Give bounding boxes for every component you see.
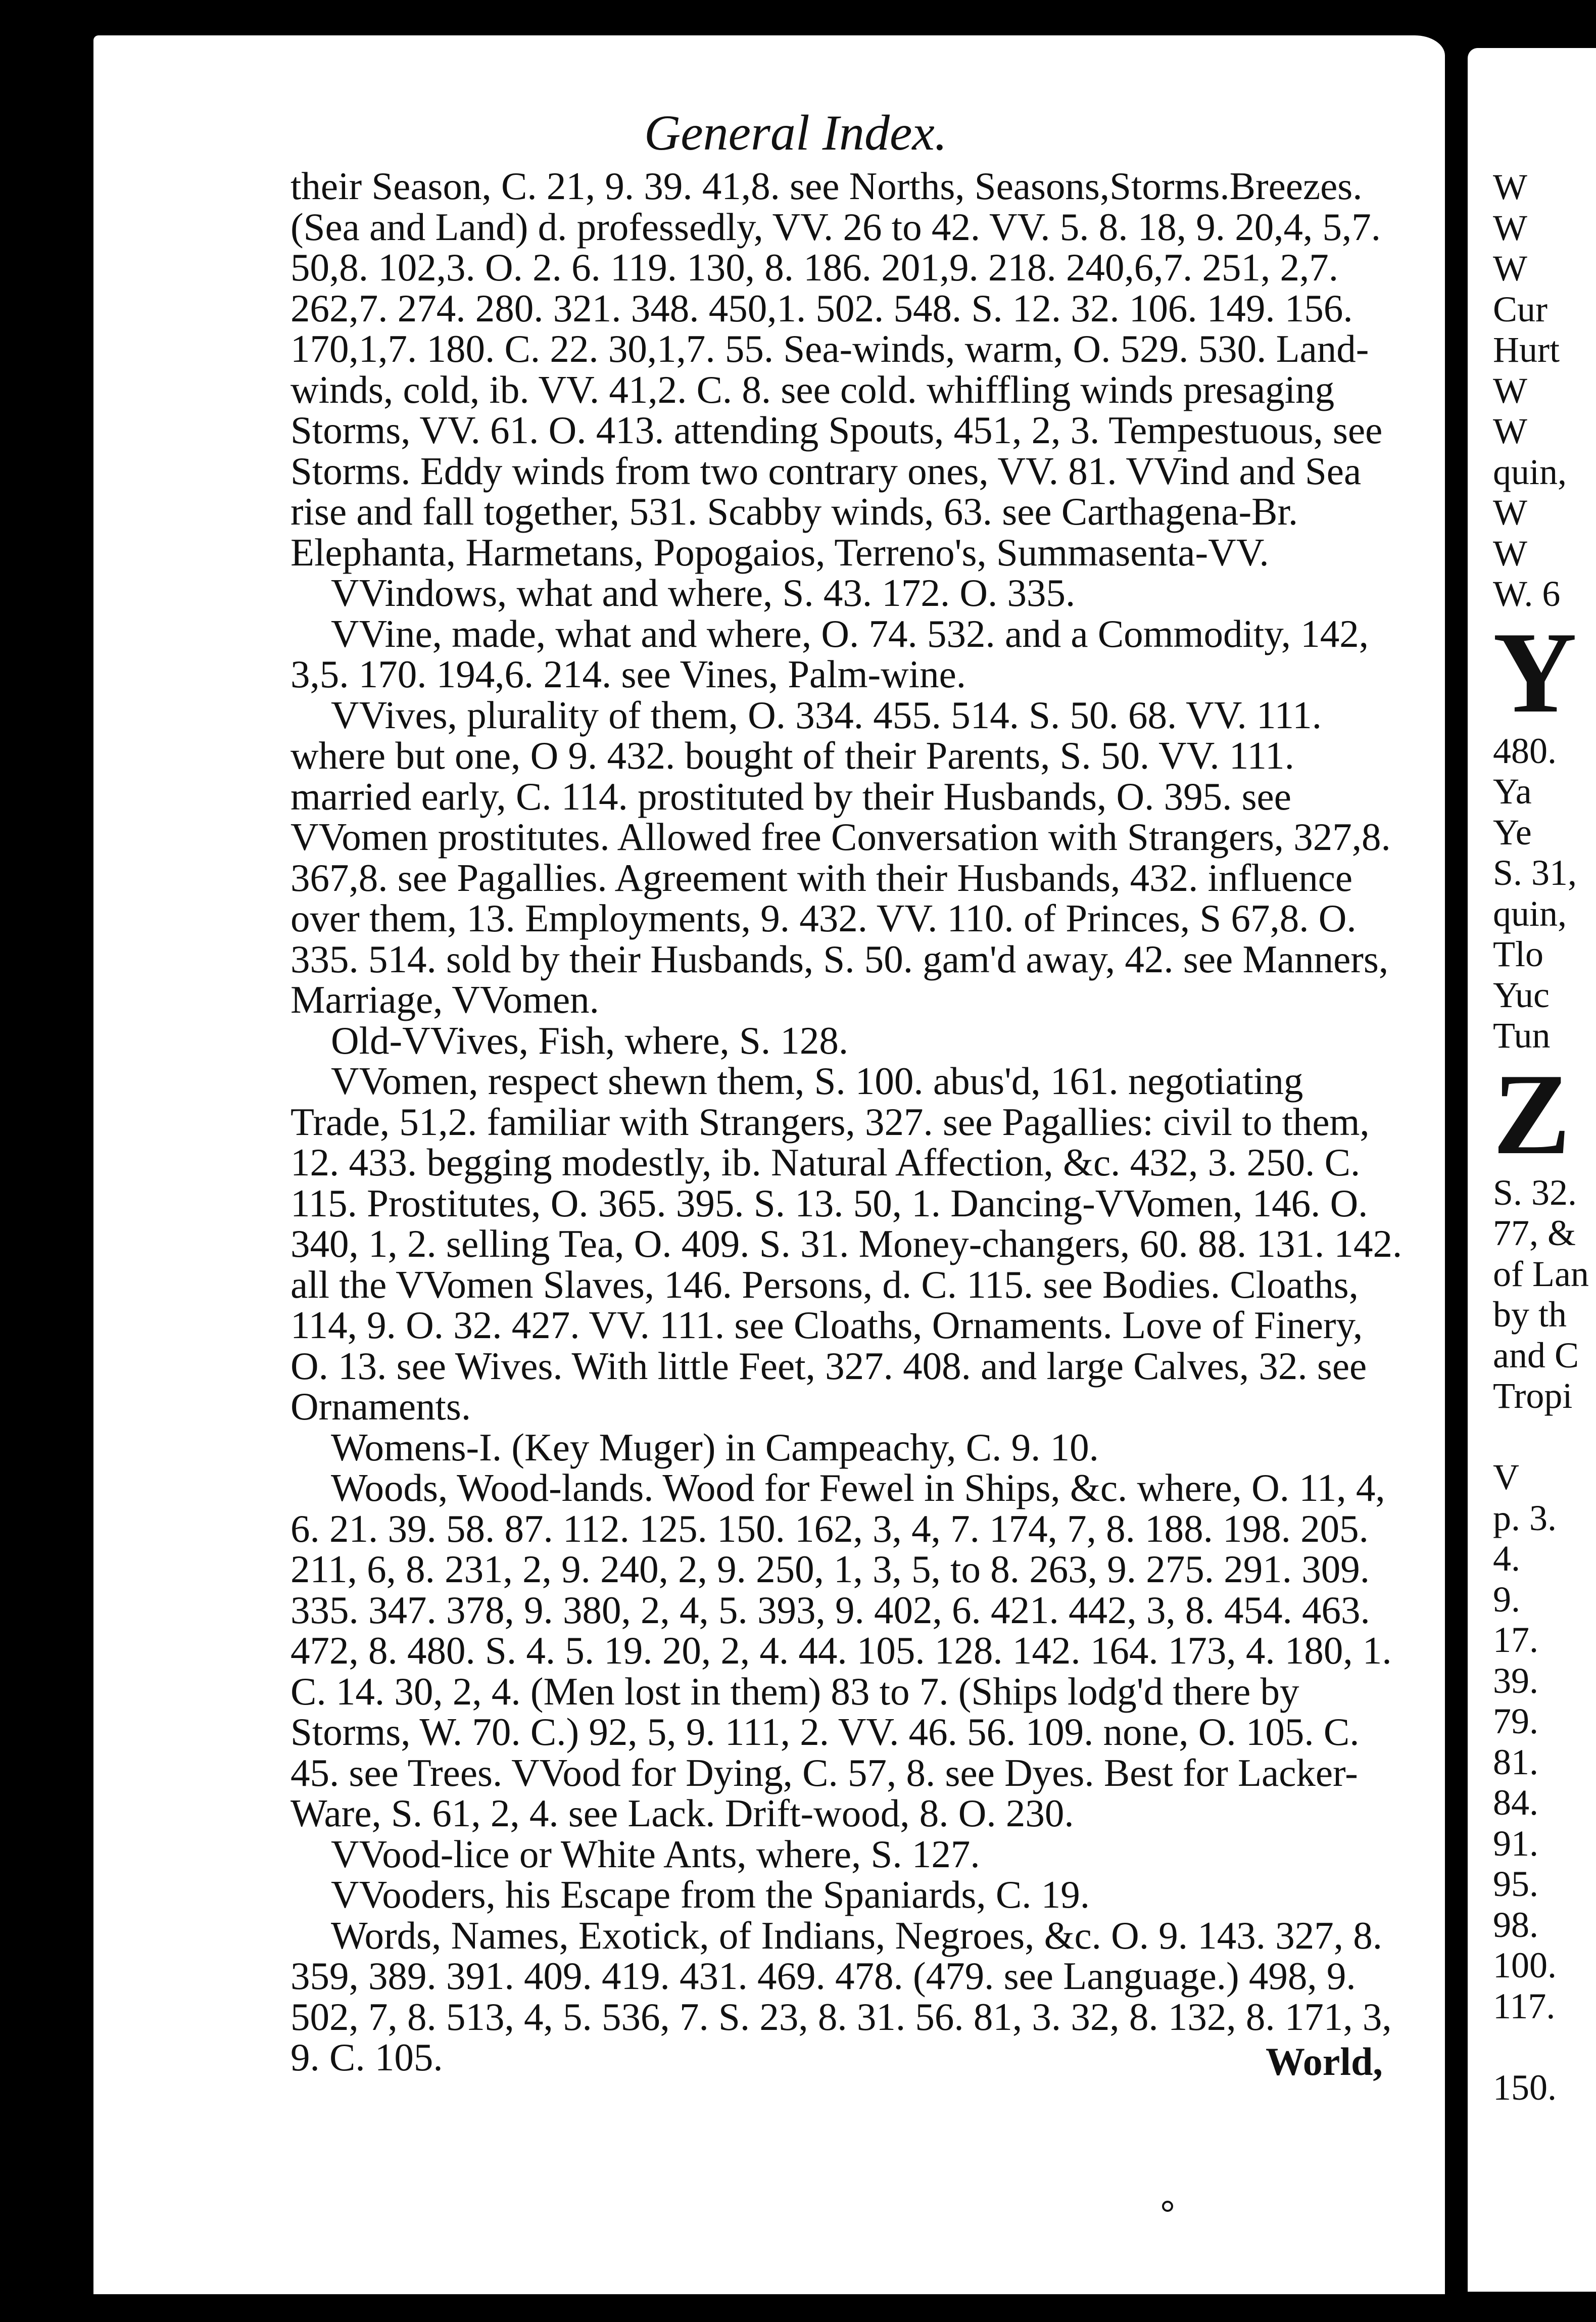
facing-page-fragment: W bbox=[1493, 411, 1527, 451]
facing-page-fragment: by th bbox=[1493, 1294, 1567, 1335]
index-entry: VVomen, respect shewn them, S. 100. abus'd, 161. negotiating Trade, 51,2. familiar with Strangers, 327. see Pagallies: civil to them, 12. 433. begging modestly, ib. Natural Affection, &c. 432, 3. 250. C. 115. Prostitutes, O. 365. 395. S. 13. 50, 1. Dancing-VVomen, 146. O. 340, 1, 2. selling Tea, O. 409. S. 31. Money-changers, 60. 88. 131. 142. all the VVomen Slaves, 146. Persons, d. C. 115. see Bodies. Cloaths, 114, 9. O. 32. 427. VV. 111. see Cloaths, Ornaments. Love of Finery, O. 13. see Wives. With little Feet, 327. 408. and large Calves, 32. see Ornaments. bbox=[291, 1059, 1402, 1428]
index-entry: their Season, C. 21, 9. 39. 41,8. see Norths, Seasons,Storms.Breezes. (Sea and Land) d. professedly, VV. 26 to 42. VV. 5. 8. 18, 9. 20,4, 5,7. 50,8. 102,3. O. 2. 6. 119. 130, 8. 186. 201,9. 218. 240,6,7. 251, 2,7. 262,7. 274. 280. 321. 348. 450,1. 502. 548. S. 12. 32. 106. 149. 156. 170,1,7. 180. C. 22. 30,1,7. 55. Sea-winds, warm, O. 529. 530. Land-winds, cold, ib. VV. 41,2. C. 8. see cold. whiffling winds presaging Storms, VV. 61. O. 413. attending Spouts, 451, 2, 3. Tempestuous, see Storms. Eddy winds from two contrary ones, VV. 81. VVind and Sea rise and fall together, 531. Scabby winds, 63. see Carthagena-Br. Elephanta, Harmetans, Popogaios, Terreno's, Summasenta-VV. bbox=[291, 164, 1383, 574]
facing-page-fragment: 117. bbox=[1493, 1985, 1556, 2026]
facing-page-fragment: quin, bbox=[1493, 451, 1567, 492]
index-entry: VVine, made, what and where, O. 74. 532. and a Commodity, 142, 3,5. 170. 194,6. 214. see Vines, Palm-wine. bbox=[291, 611, 1369, 696]
facing-page-fragment: 4. bbox=[1493, 1538, 1520, 1579]
facing-page-fragment: Tropi bbox=[1493, 1376, 1573, 1416]
facing-page-fragment: 17. bbox=[1493, 1620, 1538, 1660]
index-entry: Womens-I. (Key Muger) in Campeachy, C. 9. 10. bbox=[331, 1425, 1099, 1469]
facing-page-fragment: Ye bbox=[1493, 812, 1532, 852]
catchword: World, bbox=[1266, 2040, 1383, 2083]
facing-page-fragment: W bbox=[1493, 207, 1527, 248]
facing-page-fragment: Tun bbox=[1493, 1015, 1551, 1056]
facing-page-fragment: 39. bbox=[1493, 1660, 1538, 1701]
facing-page-fragment: 84. bbox=[1493, 1782, 1538, 1823]
index-entry: Words, Names, Exotick, of Indians, Negroes, &c. O. 9. 143. 327, 8. 359, 389. 391. 409. 419. 431. 469. 478. (479. see Language.) 498, 9. 502, 7, 8. 513, 4, 5. 536, 7. S. 23, 8. 31. 56. 81, 3. 32, 8. 132, 8. 171, 3, 9. C. 105. bbox=[291, 1913, 1392, 2079]
facing-page-fragment: Hurt bbox=[1493, 329, 1560, 370]
index-entry: VVives, plurality of them, O. 334. 455. 514. S. 50. 68. VV. 111. where but one, O 9. 432. bought of their Parents, S. 50. VV. 111. married early, C. 114. prostituted by their Husbands, O. 395. see VVomen prostitutes. Allowed free Conversation with Strangers, 327,8. 367,8. see Pagallies. Agreement with their Husbands, 432. influence over them, 13. Employments, 9. 432. VV. 110. of Princes, S 67,8. O. 335. 514. sold by their Husbands, S. 50. gam'd away, 42. see Manners, Marriage, VVomen. bbox=[291, 693, 1391, 1021]
facing-page-fragment: S. 31, bbox=[1493, 852, 1577, 893]
index-entry: Woods, Wood-lands. Wood for Fewel in Ships, &c. where, O. 11, 4, 6. 21. 39. 58. 87. 112. 125. 150. 162, 3, 4, 7. 174, 7, 8. 188. 198. 205. 211, 6, 8. 231, 2, 9. 240, 2, 9. 250, 1, 3, 5, to 8. 263, 9. 275. 291. 309. 335. 347. 378, 9. 380, 2, 4, 5. 393, 9. 402, 6. 421. 442, 3, 8. 454. 463. 472, 8. 480. S. 4. 5. 19. 20, 2, 4. 44. 105. 128. 142. 164. 173, 4. 180, 1. C. 14. 30, 2, 4. (Men lost in them) 83 to 7. (Ships lodg'd there by Storms, W. 70. C.) 92, 5, 9. 111, 2. VV. 46. 56. 109. none, O. 105. C. 45. see Trees. VVood for Dying, C. 57, 8. see Dyes. Best for Lacker-Ware, S. 61, 2, 4. see Lack. Drift-wood, 8. O. 230. bbox=[291, 1466, 1392, 1835]
facing-page-fragment: 95. bbox=[1493, 1864, 1538, 1904]
facing-page-fragment: 100. bbox=[1493, 1945, 1557, 1985]
facing-page-fragment: Z bbox=[1493, 1049, 1571, 1178]
facing-page-fragment: W. 6 bbox=[1493, 574, 1561, 614]
facing-page-fragment: 81. bbox=[1493, 1741, 1538, 1782]
index-entry: VVooders, his Escape from the Spaniards, C. 19. bbox=[331, 1873, 1090, 1916]
page-mark bbox=[1162, 2201, 1173, 2212]
facing-page-fragment bbox=[1493, 2026, 1596, 2067]
facing-page-fragment: 480. bbox=[1493, 730, 1557, 771]
facing-page-fragment: W bbox=[1493, 492, 1527, 533]
facing-page-fragment: 9. bbox=[1493, 1579, 1520, 1620]
facing-page-fragment: Y bbox=[1493, 607, 1577, 737]
facing-page-fragment: of Lan bbox=[1493, 1253, 1589, 1294]
facing-page-fragment: Cur bbox=[1493, 289, 1547, 329]
index-entry: Old-VVives, Fish, where, S. 128. bbox=[331, 1018, 849, 1062]
index-entry: VVood-lice or White Ants, where, S. 127. bbox=[331, 1832, 980, 1876]
facing-page-fragment: quin, bbox=[1493, 893, 1567, 934]
running-title: General Index. bbox=[644, 105, 947, 161]
facing-page-fragment bbox=[1493, 1416, 1596, 1457]
index-entry: VVindows, what and where, S. 43. 172. O. 335. bbox=[331, 571, 1076, 614]
facing-page-fragment: 79. bbox=[1493, 1701, 1538, 1741]
facing-page-fragment: W bbox=[1493, 248, 1527, 289]
facing-page-fragment: p. 3. bbox=[1493, 1497, 1557, 1538]
facing-page-fragment: 98. bbox=[1493, 1904, 1538, 1945]
facing-page-fragment: 91. bbox=[1493, 1823, 1538, 1864]
facing-page-text bbox=[1493, 167, 1596, 2108]
facing-page-fragment: S. 32. bbox=[1493, 1172, 1577, 1213]
facing-page-fragment: V bbox=[1493, 1457, 1519, 1497]
facing-page-fragment: Yuc bbox=[1493, 974, 1550, 1015]
facing-page-fragment: and C bbox=[1493, 1335, 1579, 1376]
facing-page-fragment: W bbox=[1493, 370, 1527, 411]
facing-page-fragment: W bbox=[1493, 167, 1527, 207]
facing-page-fragment: 77, & bbox=[1493, 1213, 1576, 1253]
facing-page-fragment: Tlo bbox=[1493, 934, 1543, 974]
facing-page-fragment: Ya bbox=[1493, 771, 1532, 812]
facing-page-fragment: 150. bbox=[1493, 2067, 1557, 2108]
facing-page-fragment: W bbox=[1493, 533, 1527, 574]
index-entries bbox=[291, 166, 1405, 2078]
